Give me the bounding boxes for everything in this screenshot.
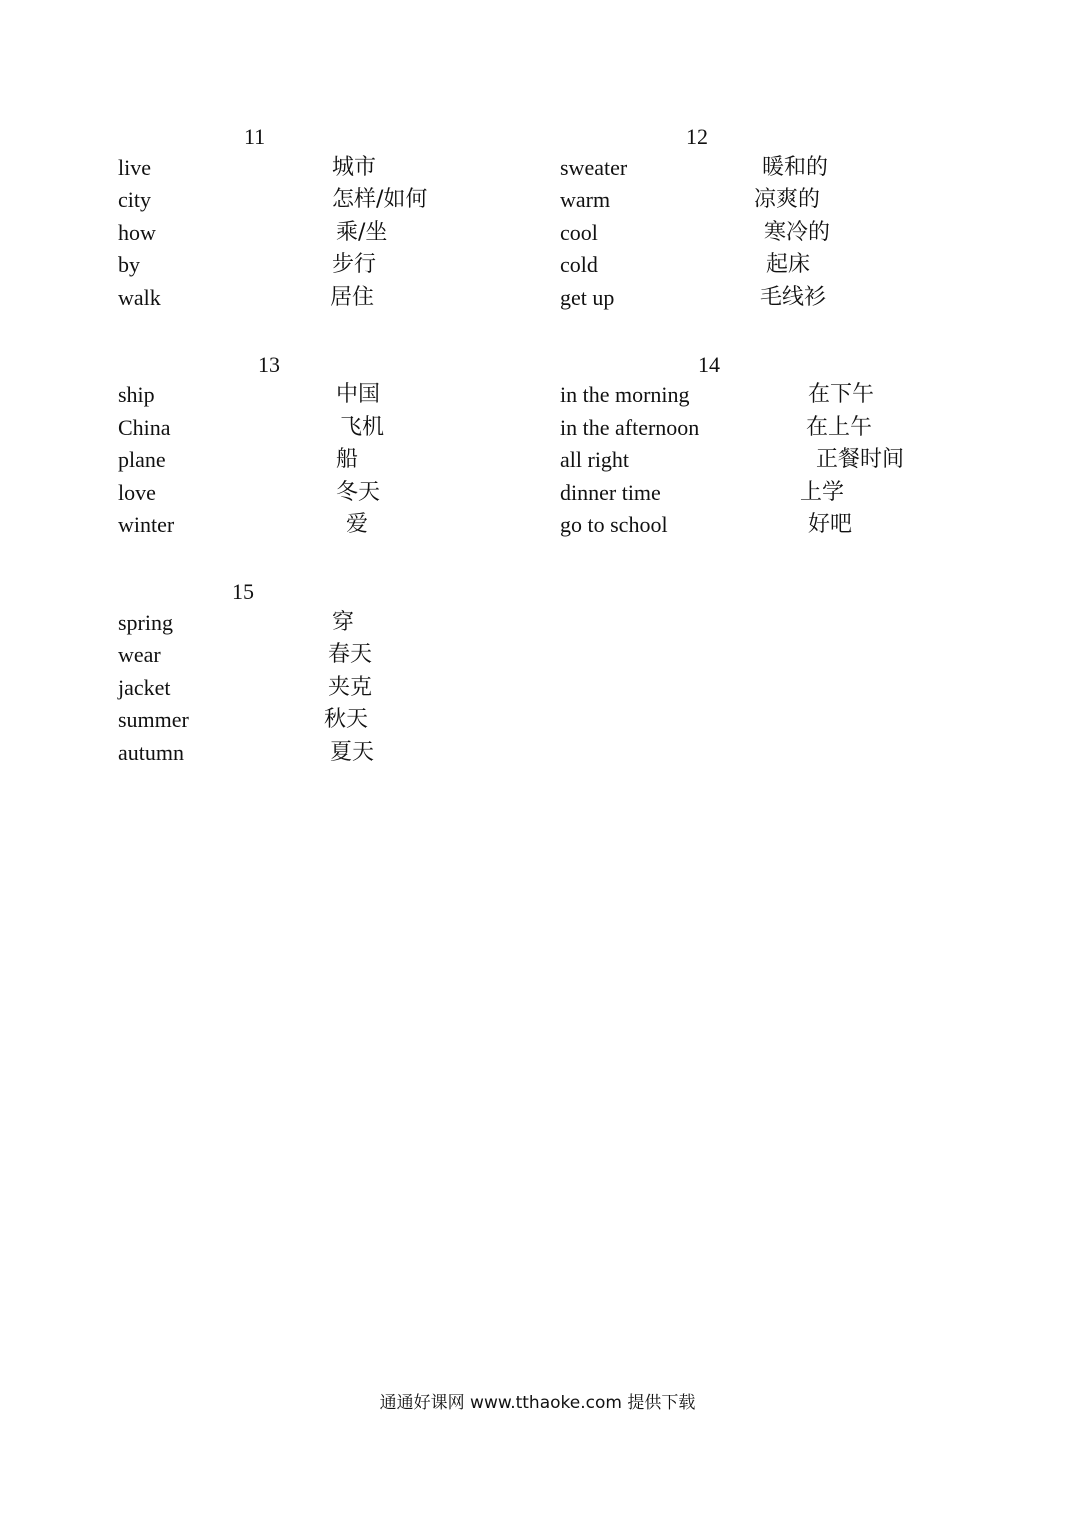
chinese-word: 好吧 — [808, 512, 853, 537]
chinese-word: 在上午 — [806, 415, 873, 440]
section-number: 12 — [686, 124, 708, 149]
vocab-row — [118, 379, 538, 411]
english-word: plane — [118, 447, 166, 472]
english-word: in the morning — [560, 382, 690, 407]
section-number: 13 — [258, 352, 280, 377]
vocab-row — [560, 282, 980, 314]
english-word: city — [118, 187, 151, 212]
chinese-word: 秋天 — [324, 707, 369, 732]
chinese-word: 正餐时间 — [816, 447, 905, 472]
english-word: summer — [118, 707, 189, 732]
chinese-word: 夹克 — [328, 675, 373, 700]
chinese-word: 在下午 — [808, 382, 875, 407]
english-word: cold — [560, 252, 598, 277]
vocab-row — [118, 217, 538, 249]
chinese-word: 怎样/如何 — [332, 187, 428, 212]
vocab-row — [118, 444, 538, 476]
english-word: autumn — [118, 740, 184, 765]
chinese-word: 中国 — [336, 382, 381, 407]
chinese-word: 飞机 — [340, 415, 385, 440]
vocab-row — [560, 249, 980, 281]
vocab-row — [560, 152, 980, 184]
section-number: 14 — [698, 352, 720, 377]
vocab-row — [560, 444, 980, 476]
english-word: wear — [118, 642, 161, 667]
chinese-word: 暖和的 — [762, 155, 829, 180]
chinese-word: 寒冷的 — [764, 220, 831, 245]
chinese-word: 步行 — [332, 252, 377, 277]
vocab-row — [560, 379, 980, 411]
vocab-row — [118, 249, 538, 281]
english-word: live — [118, 155, 151, 180]
english-word: by — [118, 252, 140, 277]
english-word: how — [118, 220, 156, 245]
vocab-row — [560, 184, 980, 216]
section-number: 11 — [244, 124, 266, 149]
chinese-word: 起床 — [766, 252, 811, 277]
chinese-word: 毛线衫 — [760, 285, 827, 310]
vocab-row — [118, 477, 538, 509]
chinese-word: 乘/坐 — [336, 220, 388, 245]
vocab-row — [118, 737, 538, 769]
vocab-row — [560, 412, 980, 444]
vocab-row — [118, 282, 538, 314]
chinese-word: 爱 — [346, 512, 369, 537]
chinese-word: 上学 — [800, 480, 845, 505]
chinese-word: 冬天 — [336, 480, 381, 505]
vocab-row — [118, 704, 538, 736]
section-number: 15 — [232, 579, 254, 604]
english-word: all right — [560, 447, 630, 472]
chinese-word: 凉爽的 — [754, 187, 821, 212]
vocab-row — [118, 639, 538, 671]
english-word: go to school — [560, 512, 668, 537]
chinese-word: 船 — [336, 447, 359, 472]
english-word: love — [118, 480, 156, 505]
english-word: China — [118, 415, 171, 440]
footer-source-note: 通通好课网 www.tthaoke.com 提供下载 — [379, 1393, 696, 1413]
vocab-row — [560, 477, 980, 509]
chinese-word: 春天 — [328, 642, 373, 667]
english-word: dinner time — [560, 480, 661, 505]
vocab-row — [560, 217, 980, 249]
chinese-word: 居住 — [330, 285, 375, 310]
chinese-word: 穿 — [332, 610, 355, 635]
vocab-row — [118, 672, 538, 704]
english-word: get up — [560, 285, 615, 310]
chinese-word: 城市 — [332, 155, 377, 180]
english-word: cool — [560, 220, 598, 245]
chinese-word: 夏天 — [330, 740, 375, 765]
vocab-row — [118, 509, 538, 541]
english-word: sweater — [560, 155, 628, 180]
vocab-row — [118, 412, 538, 444]
english-word: walk — [118, 285, 161, 310]
vocab-row — [118, 607, 538, 639]
vocab-row — [118, 184, 538, 216]
english-word: ship — [118, 382, 155, 407]
english-word: warm — [560, 187, 611, 212]
english-word: winter — [118, 512, 175, 537]
vocab-row — [560, 509, 980, 541]
english-word: spring — [118, 610, 173, 635]
vocab-row — [118, 152, 538, 184]
english-word: in the afternoon — [560, 415, 700, 440]
english-word: jacket — [118, 675, 171, 700]
